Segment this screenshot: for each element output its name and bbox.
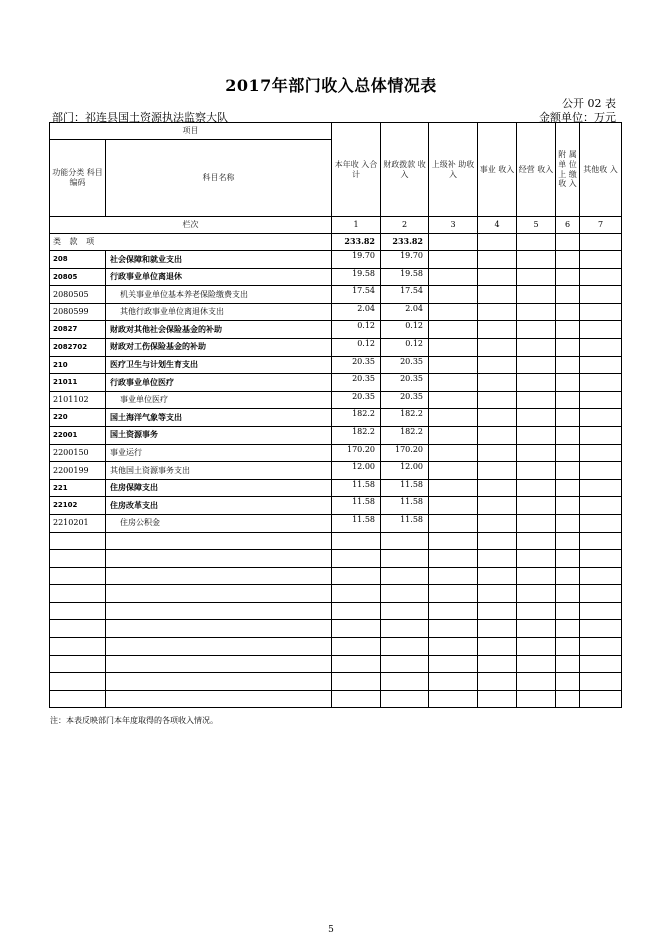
subject-name: 住房保障支出	[106, 479, 332, 497]
empty-cell	[517, 655, 556, 673]
empty-cell	[478, 638, 517, 656]
fiscal-income	[381, 532, 429, 550]
empty-cell	[517, 286, 556, 304]
fiscal-income: 182.2	[381, 426, 429, 444]
empty-cell	[556, 268, 580, 286]
fiscal-income: 12.00	[381, 462, 429, 480]
subject-code	[50, 602, 106, 620]
table-row	[50, 514, 622, 532]
empty-cell	[478, 620, 517, 638]
empty-cell	[478, 497, 517, 515]
empty-cell	[429, 444, 478, 462]
col-header: 经营 收入	[517, 123, 556, 217]
empty-cell	[478, 655, 517, 673]
subject-name	[106, 550, 332, 568]
total-income	[332, 638, 381, 656]
empty-cell	[517, 251, 556, 269]
total-income: 170.20	[332, 444, 381, 462]
subject-code: 2082702	[50, 338, 106, 356]
subject-name: 其他行政事业单位离退休支出	[106, 303, 332, 321]
page-number: 5	[328, 925, 334, 935]
table-row	[50, 550, 622, 568]
total-income: 11.58	[332, 514, 381, 532]
empty-cell	[429, 655, 478, 673]
empty-cell	[580, 444, 622, 462]
empty-cell	[478, 585, 517, 603]
table-row	[50, 251, 622, 269]
empty-cell	[556, 462, 580, 480]
empty-cell	[556, 497, 580, 515]
subject-name	[106, 690, 332, 708]
subject-name: 其他国土资源事务支出	[106, 462, 332, 480]
empty-cell	[478, 444, 517, 462]
empty-cell	[429, 567, 478, 585]
subject-name: 住房公积金	[106, 514, 332, 532]
empty-cell	[580, 409, 622, 427]
table-row	[50, 497, 622, 515]
empty-cell	[580, 514, 622, 532]
empty-cell	[556, 409, 580, 427]
fiscal-income: 11.58	[381, 514, 429, 532]
empty-cell	[429, 585, 478, 603]
empty-cell	[556, 514, 580, 532]
subject-name	[106, 673, 332, 691]
empty-cell	[429, 356, 478, 374]
empty-cell	[478, 303, 517, 321]
empty-cell	[556, 426, 580, 444]
subject-name: 行政事业单位离退休	[106, 268, 332, 286]
table-row	[50, 462, 622, 480]
fiscal-income: 11.58	[381, 497, 429, 515]
fiscal-income	[381, 673, 429, 691]
empty-cell	[478, 234, 517, 251]
empty-cell	[478, 690, 517, 708]
empty-cell	[429, 234, 478, 251]
table-row	[50, 479, 622, 497]
subject-code: 22102	[50, 497, 106, 515]
empty-cell	[556, 303, 580, 321]
subject-code	[50, 690, 106, 708]
total-income	[332, 690, 381, 708]
empty-cell	[478, 251, 517, 269]
empty-cell	[517, 514, 556, 532]
table-row	[50, 321, 622, 339]
empty-cell	[429, 268, 478, 286]
empty-cell	[556, 567, 580, 585]
subject-code: 2210201	[50, 514, 106, 532]
empty-cell	[580, 497, 622, 515]
empty-cell	[580, 655, 622, 673]
col-number: 7	[580, 217, 622, 234]
empty-cell	[478, 602, 517, 620]
subject-code: 208	[50, 251, 106, 269]
col-header: 事业 收入	[478, 123, 517, 217]
total-income	[332, 550, 381, 568]
empty-cell	[517, 462, 556, 480]
table-row	[50, 602, 622, 620]
table-row	[50, 356, 622, 374]
empty-cell	[517, 338, 556, 356]
table-row	[50, 426, 622, 444]
fiscal-income	[381, 585, 429, 603]
total-income	[332, 585, 381, 603]
empty-cell	[580, 638, 622, 656]
empty-cell	[429, 602, 478, 620]
col-header: 财政拨款 收入	[381, 123, 429, 217]
empty-cell	[556, 444, 580, 462]
empty-cell	[429, 338, 478, 356]
empty-cell	[556, 602, 580, 620]
total-income: 182.2	[332, 426, 381, 444]
subject-code: 210	[50, 356, 106, 374]
empty-cell	[556, 338, 580, 356]
col-number: 6	[556, 217, 580, 234]
subject-name	[106, 602, 332, 620]
empty-cell	[429, 620, 478, 638]
table-row	[50, 673, 622, 691]
empty-cell	[556, 532, 580, 550]
empty-cell	[517, 303, 556, 321]
fiscal-income	[381, 638, 429, 656]
empty-cell	[478, 268, 517, 286]
subject-name	[106, 620, 332, 638]
empty-cell	[556, 620, 580, 638]
empty-cell	[580, 251, 622, 269]
fiscal-income	[381, 550, 429, 568]
empty-cell	[478, 409, 517, 427]
empty-cell	[429, 532, 478, 550]
subject-name: 国土资源事务	[106, 426, 332, 444]
empty-cell	[580, 356, 622, 374]
table-row	[50, 391, 622, 409]
fiscal-income: 17.54	[381, 286, 429, 304]
total-income: 19.70	[332, 251, 381, 269]
table-row	[50, 690, 622, 708]
empty-cell	[517, 550, 556, 568]
total-income: 17.54	[332, 286, 381, 304]
empty-cell	[517, 268, 556, 286]
table-row	[50, 374, 622, 392]
subject-code	[50, 567, 106, 585]
empty-cell	[556, 585, 580, 603]
empty-cell	[429, 479, 478, 497]
empty-cell	[478, 673, 517, 691]
subject-code: 2080599	[50, 303, 106, 321]
empty-cell	[556, 356, 580, 374]
total-income	[332, 673, 381, 691]
table-row	[50, 268, 622, 286]
subject-code	[50, 550, 106, 568]
empty-cell	[478, 356, 517, 374]
fiscal-income	[381, 690, 429, 708]
empty-cell	[517, 497, 556, 515]
fiscal-income: 0.12	[381, 321, 429, 339]
empty-cell	[556, 673, 580, 691]
total-income	[332, 567, 381, 585]
empty-cell	[556, 550, 580, 568]
page-title: 2017年部门收入总体情况表	[225, 76, 437, 95]
subject-name: 事业运行	[106, 444, 332, 462]
col-number: 3	[429, 217, 478, 234]
empty-cell	[478, 374, 517, 392]
empty-cell	[429, 497, 478, 515]
total-income	[332, 602, 381, 620]
total-income	[332, 655, 381, 673]
unit-label: 金额单位：万元	[539, 111, 616, 124]
table-row	[50, 338, 622, 356]
empty-cell	[580, 338, 622, 356]
empty-cell	[580, 479, 622, 497]
empty-cell	[580, 690, 622, 708]
empty-cell	[517, 620, 556, 638]
col-number: 2	[381, 217, 429, 234]
subject-code: 22001	[50, 426, 106, 444]
subject-code: 220	[50, 409, 106, 427]
empty-cell	[580, 303, 622, 321]
fiscal-income: 11.58	[381, 479, 429, 497]
empty-cell	[580, 462, 622, 480]
empty-cell	[556, 638, 580, 656]
col-header: 其他收 入	[580, 123, 622, 217]
subject-name: 机关事业单位基本养老保险缴费支出	[106, 286, 332, 304]
subject-name	[106, 532, 332, 550]
fiscal-income: 2.04	[381, 303, 429, 321]
total-income	[332, 620, 381, 638]
empty-cell	[556, 286, 580, 304]
category-label: 类 款 项	[50, 234, 332, 251]
subject-name: 财政对工伤保险基金的补助	[106, 338, 332, 356]
fiscal-income	[381, 602, 429, 620]
subject-name: 医疗卫生与计划生育支出	[106, 356, 332, 374]
total-income: 233.82	[332, 234, 381, 251]
empty-cell	[429, 514, 478, 532]
col-header: 附 属 单 位 上 缴 收 入	[556, 123, 580, 217]
fiscal-income: 20.35	[381, 356, 429, 374]
subject-name: 财政对其他社会保险基金的补助	[106, 321, 332, 339]
total-income: 11.58	[332, 497, 381, 515]
empty-cell	[517, 321, 556, 339]
empty-cell	[517, 532, 556, 550]
empty-cell	[580, 532, 622, 550]
empty-cell	[580, 374, 622, 392]
empty-cell	[478, 532, 517, 550]
empty-cell	[517, 374, 556, 392]
total-income: 0.12	[332, 321, 381, 339]
subject-name	[106, 585, 332, 603]
empty-cell	[478, 567, 517, 585]
empty-cell	[478, 550, 517, 568]
empty-cell	[580, 234, 622, 251]
subject-code	[50, 585, 106, 603]
empty-cell	[580, 550, 622, 568]
total-income: 12.00	[332, 462, 381, 480]
fiscal-income: 19.58	[381, 268, 429, 286]
table-row	[50, 620, 622, 638]
fiscal-income: 20.35	[381, 374, 429, 392]
empty-cell	[429, 251, 478, 269]
total-fiscal: 233.82	[381, 234, 429, 251]
subject-name: 事业单位医疗	[106, 391, 332, 409]
empty-cell	[556, 321, 580, 339]
subject-code: 221	[50, 479, 106, 497]
empty-cell	[478, 514, 517, 532]
table-row	[50, 286, 622, 304]
empty-cell	[429, 426, 478, 444]
fiscal-income: 182.2	[381, 409, 429, 427]
empty-cell	[580, 585, 622, 603]
total-income: 20.35	[332, 374, 381, 392]
empty-cell	[478, 426, 517, 444]
empty-cell	[478, 338, 517, 356]
empty-cell	[580, 620, 622, 638]
subject-name: 社会保障和就业支出	[106, 251, 332, 269]
subject-code	[50, 532, 106, 550]
empty-cell	[429, 391, 478, 409]
empty-cell	[429, 286, 478, 304]
empty-cell	[556, 479, 580, 497]
fiscal-income	[381, 567, 429, 585]
empty-cell	[580, 286, 622, 304]
table-row	[50, 409, 622, 427]
fiscal-income: 170.20	[381, 444, 429, 462]
subject-name	[106, 638, 332, 656]
subject-name: 住房改革支出	[106, 497, 332, 515]
empty-cell	[517, 391, 556, 409]
empty-cell	[517, 690, 556, 708]
item-header: 项目	[50, 123, 332, 140]
empty-cell	[478, 462, 517, 480]
empty-cell	[517, 444, 556, 462]
col-header: 本年收 入合计	[332, 123, 381, 217]
empty-cell	[556, 234, 580, 251]
empty-cell	[429, 409, 478, 427]
code-header: 功能分类 科目编码	[50, 140, 106, 217]
table-row	[50, 567, 622, 585]
col-number: 1	[332, 217, 381, 234]
empty-cell	[556, 374, 580, 392]
subject-code	[50, 673, 106, 691]
fiscal-income: 20.35	[381, 391, 429, 409]
empty-cell	[556, 690, 580, 708]
total-income: 20.35	[332, 356, 381, 374]
total-income: 182.2	[332, 409, 381, 427]
empty-cell	[517, 567, 556, 585]
empty-cell	[580, 321, 622, 339]
total-income: 20.35	[332, 391, 381, 409]
empty-cell	[478, 286, 517, 304]
subject-name: 行政事业单位医疗	[106, 374, 332, 392]
table-row	[50, 638, 622, 656]
total-income	[332, 532, 381, 550]
table-row	[50, 585, 622, 603]
empty-cell	[556, 391, 580, 409]
empty-cell	[429, 321, 478, 339]
table-row	[50, 444, 622, 462]
empty-cell	[478, 321, 517, 339]
empty-cell	[429, 690, 478, 708]
subject-code: 20805	[50, 268, 106, 286]
table-row	[50, 655, 622, 673]
table-row	[50, 532, 622, 550]
subject-code: 2200150	[50, 444, 106, 462]
empty-cell	[517, 479, 556, 497]
subject-code: 2101102	[50, 391, 106, 409]
total-income: 2.04	[332, 303, 381, 321]
empty-cell	[517, 602, 556, 620]
empty-cell	[517, 426, 556, 444]
empty-cell	[429, 462, 478, 480]
index-label: 栏次	[50, 217, 332, 234]
empty-cell	[580, 567, 622, 585]
empty-cell	[517, 409, 556, 427]
empty-cell	[556, 655, 580, 673]
empty-cell	[556, 251, 580, 269]
subject-name	[106, 655, 332, 673]
empty-cell	[429, 550, 478, 568]
table-note: 注：本表反映部门本年度取得的各项收入情况。	[50, 716, 218, 725]
empty-cell	[517, 585, 556, 603]
empty-cell	[517, 234, 556, 251]
income-table	[49, 122, 622, 708]
subject-code	[50, 620, 106, 638]
empty-cell	[517, 638, 556, 656]
empty-cell	[429, 374, 478, 392]
total-income: 19.58	[332, 268, 381, 286]
empty-cell	[429, 673, 478, 691]
total-income: 11.58	[332, 479, 381, 497]
fiscal-income: 19.70	[381, 251, 429, 269]
subject-code	[50, 638, 106, 656]
empty-cell	[580, 673, 622, 691]
empty-cell	[517, 673, 556, 691]
empty-cell	[580, 391, 622, 409]
empty-cell	[478, 391, 517, 409]
subject-name	[106, 567, 332, 585]
form-number: 公开 02 表	[562, 97, 616, 110]
subject-code: 2200199	[50, 462, 106, 480]
col-header: 上级补 助收入	[429, 123, 478, 217]
table-row	[50, 303, 622, 321]
empty-cell	[580, 268, 622, 286]
subject-code	[50, 655, 106, 673]
name-header: 科目名称	[106, 140, 332, 217]
empty-cell	[517, 356, 556, 374]
empty-cell	[429, 638, 478, 656]
subject-code: 21011	[50, 374, 106, 392]
fiscal-income: 0.12	[381, 338, 429, 356]
subject-name: 国土海洋气象等支出	[106, 409, 332, 427]
fiscal-income	[381, 655, 429, 673]
total-income: 0.12	[332, 338, 381, 356]
col-number: 5	[517, 217, 556, 234]
empty-cell	[580, 602, 622, 620]
subject-code: 20827	[50, 321, 106, 339]
fiscal-income	[381, 620, 429, 638]
col-number: 4	[478, 217, 517, 234]
empty-cell	[580, 426, 622, 444]
empty-cell	[429, 303, 478, 321]
empty-cell	[478, 479, 517, 497]
subject-code: 2080505	[50, 286, 106, 304]
department-label: 部门：祁连县国土资源执法监察大队	[52, 111, 228, 124]
